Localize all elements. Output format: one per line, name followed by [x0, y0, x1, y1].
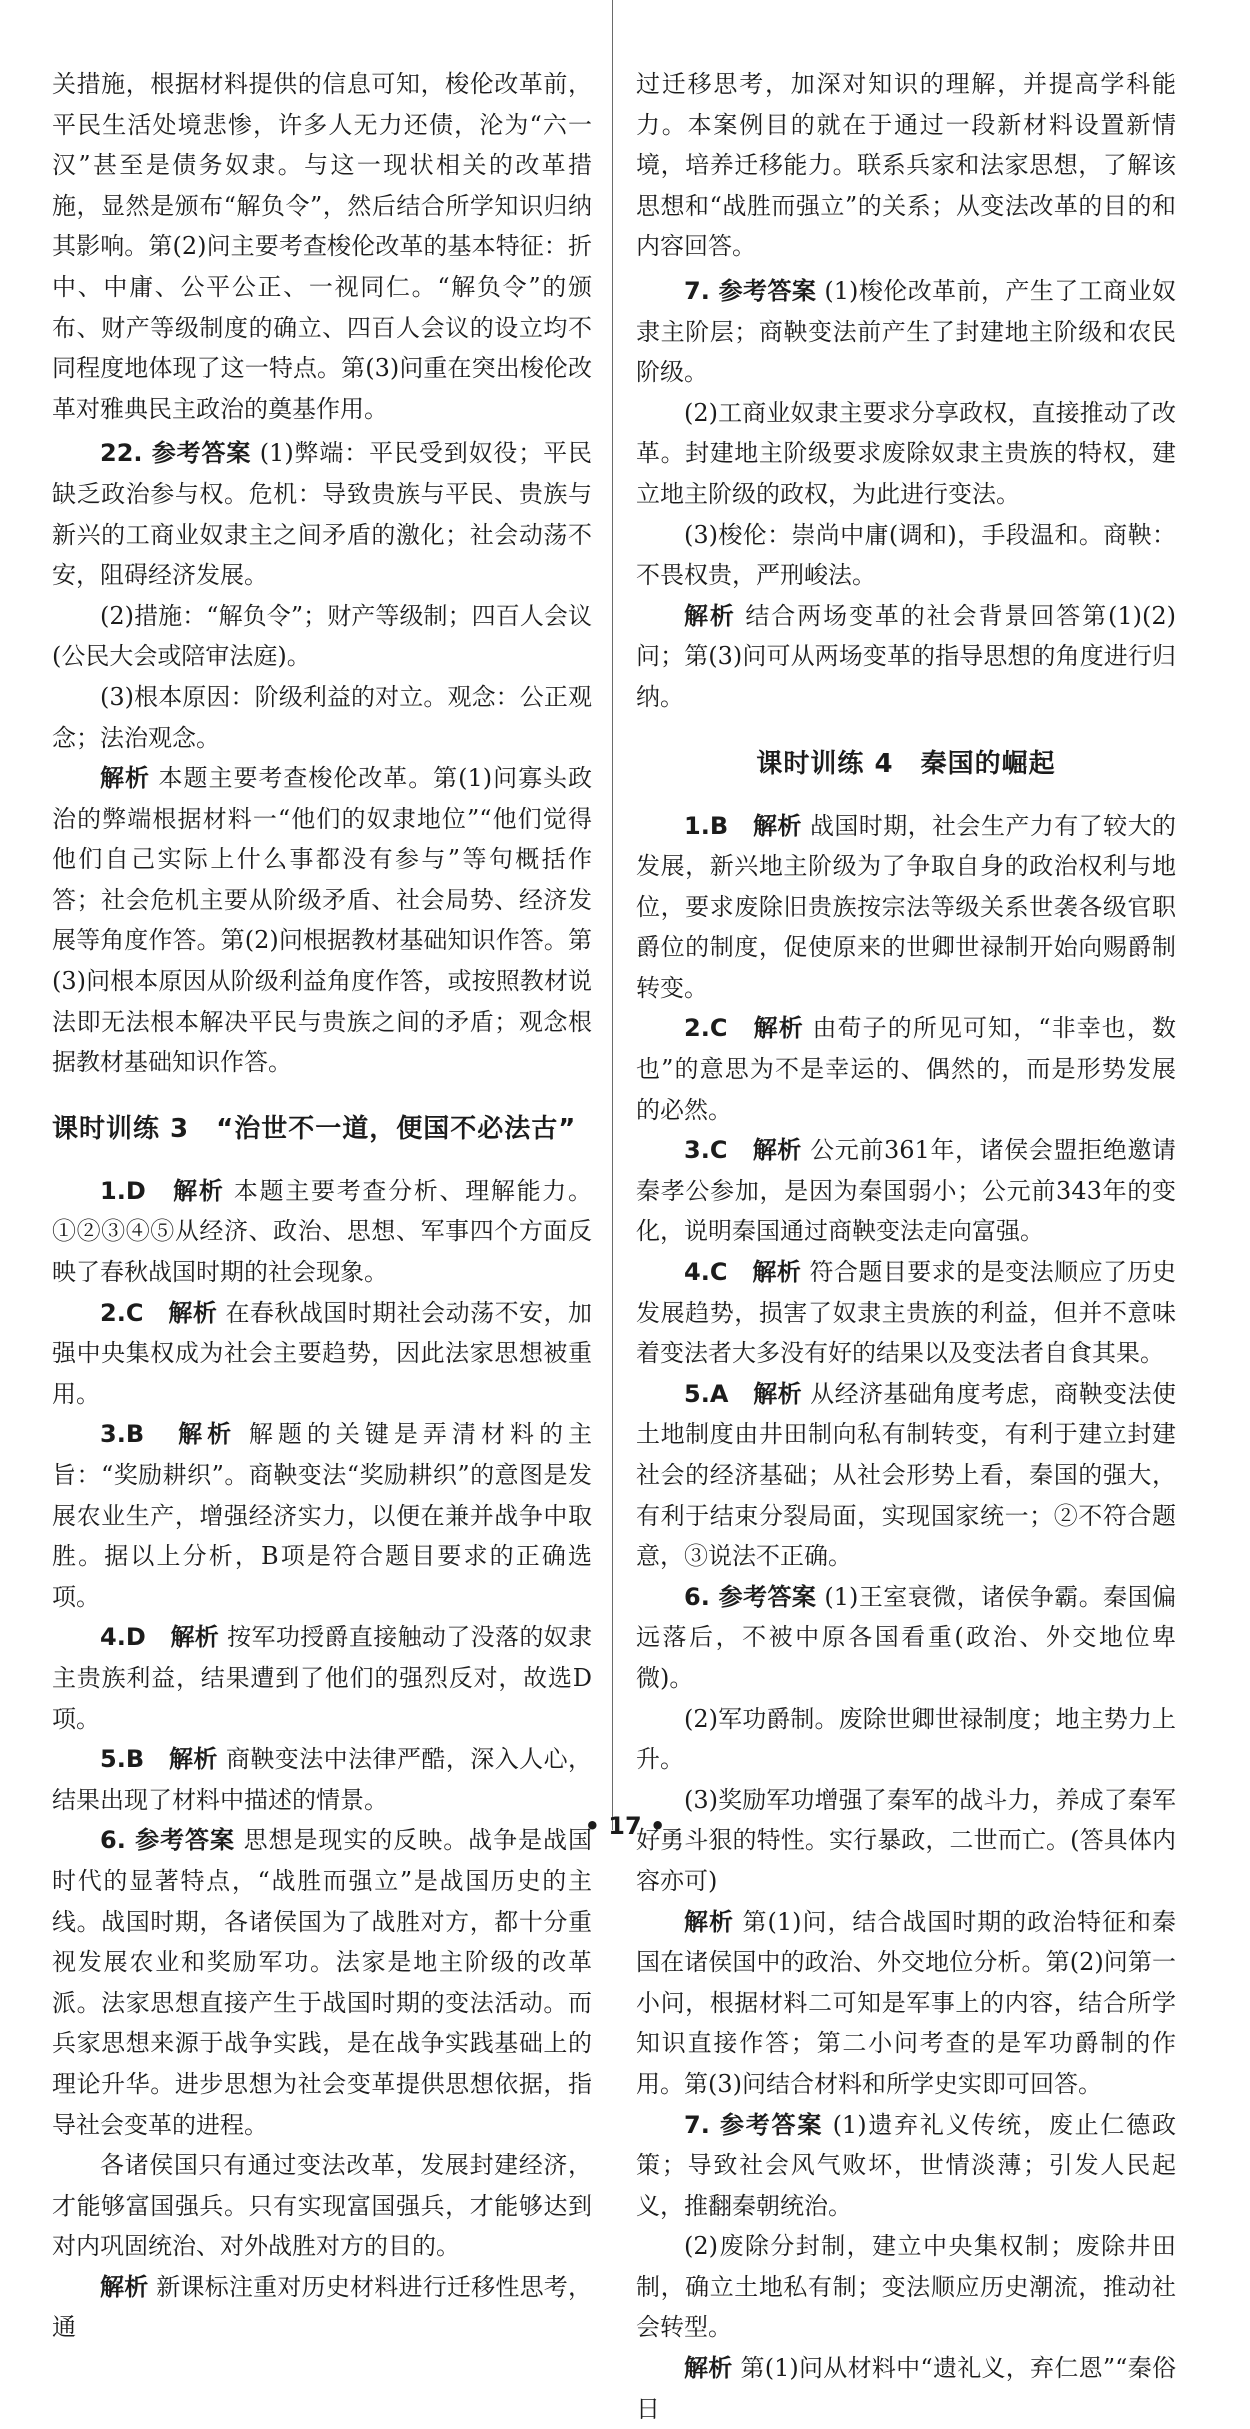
analysis-text: 在春秋战国时期社会动荡不安，加强中央集权成为社会主要趋势，因此法家思想被重用。 [52, 1298, 592, 1408]
answer-letter: C [709, 1258, 728, 1287]
answer-letter: D [125, 1176, 146, 1205]
analysis-text: 公元前361年，诸侯会盟拒绝邀请秦孝公参加，是因为秦国弱小；公元前343年的变化，说明秦国通过商鞅变法走向富强。 [636, 1136, 1176, 1246]
answer-letter: A [709, 1379, 729, 1408]
analysis-22 [52, 758, 592, 1083]
answer-text: (3)梭伦：崇尚中庸(调和)，手段温和。商鞅：不畏权贵，严刑峻法。 [636, 520, 1176, 590]
analysis-label: 解析 [178, 1420, 237, 1449]
answer-text: (2)军功爵制。废除世卿世禄制度；地主势力上升。 [636, 1704, 1176, 1774]
analysis-7 [636, 596, 1176, 718]
answer-text: (1)遗弃礼义传统，废止仁德政策；导致社会风气败坏，世情淡薄；引发人民起义，推翻秦朝统治。 [636, 2110, 1177, 2220]
right-column [636, 64, 1176, 2429]
analysis-text: 第(1)问从材料中“遗礼义，弃仁恩”“秦俗日 [636, 2354, 1176, 2423]
analysis-text: 由荀子的所见可知，“非幸也，数也”的意思为不是幸运的、偶然的，而是形势发展的必然。 [636, 1014, 1176, 1124]
answer-label: 参考答案 [718, 1582, 817, 1611]
analysis-label: 解析 [170, 1623, 220, 1652]
answer-text: (2)措施：“解负令”；财产等级制；四百人会议(公民大会或陪审法庭)。 [52, 601, 592, 671]
choice-answer-item [636, 1374, 1176, 1577]
column-divider [612, 0, 613, 1830]
answer-label: 参考答案 [151, 439, 252, 468]
analysis-7 [636, 2348, 1176, 2429]
answer-7 [636, 2105, 1176, 2227]
choice-answer-item [52, 1293, 592, 1415]
analysis-text: 解题的关键是弄清材料的主旨：“奖励耕织”。商鞅变法“奖励耕织”的意图是发展农业生产，增强经济实力，以便在兼并战争中取胜。据以上分析，B项是符合题目要求的正确选项。 [52, 1420, 593, 1611]
choice-answer-item [52, 1739, 592, 1820]
question-number: 3. [100, 1420, 126, 1449]
question-number: 22. [100, 439, 143, 468]
question-number: 6. [684, 1582, 710, 1611]
section-title: 课时训练 4 秦国的崛起 [756, 748, 1056, 779]
analysis-label: 解析 [684, 601, 736, 630]
analysis-label: 解析 [753, 1014, 804, 1043]
analysis-label: 解析 [684, 1907, 734, 1936]
answer-letter: B [125, 1745, 145, 1774]
analysis-text: 本题主要考查梭伦改革。第(1)问寡头政治的弊端根据材料一“他们的奴隶地位”“他们觉得他们自己实际上什么事都没有参与”等句概括作答；社会危机主要从阶级矛盾、社会局势、经济发展等角度作答。第(2)问根据教材基础知识作答。第(3)问根本原因从阶级利益角度作答，或按照教材说法即无法根本解决平民与贵族之间的矛盾；观念根据教材基础知识作答。 [52, 764, 593, 1077]
answer-letter: D [125, 1623, 146, 1652]
answer-text: (2)工商业奴隶主要求分享政权，直接推动了改革。封建地主阶级要求废除奴隶主贵族的特权，建立地主阶级的政权，为此进行变法。 [636, 398, 1176, 508]
question-number: 5. [684, 1379, 710, 1408]
question-number: 4. [100, 1623, 126, 1652]
question-number: 1. [100, 1176, 126, 1205]
answer-letter: C [709, 1014, 728, 1043]
analysis-label: 解析 [684, 2354, 733, 2383]
continued-paragraph: 过迁移思考，加深对知识的理解，并提高学科能力。本案例目的就在于通过一段新材料设置新情境，培养迁移能力。联系兵家和法家思想，了解该思想和“战胜而强立”的关系；从变法改革的目的和内容回答。 [636, 70, 1176, 261]
analysis-text: 战国时期，社会生产力有了较大的发展，新兴地主阶级为了争取自身的政治权利与地位，要求废除旧贵族按宗法等级关系世袭各级官职爵位的制度，促使原来的世卿世禄制开始向赐爵制转变。 [636, 811, 1177, 1002]
question-number: 1. [684, 811, 710, 840]
analysis-label: 解析 [753, 1379, 803, 1408]
analysis-text: 第(1)问，结合战国时期的政治特征和秦国在诸侯国中的政治、外交地位分析。第(2)问第一小问，根据材料二可知是军事上的内容，结合所学知识直接作答；第二小问考查的是军功爵制的作用。第(3)问结合材料和所学史实即可回答。 [636, 1907, 1177, 2098]
analysis-label: 解析 [168, 1298, 218, 1327]
analysis-label: 解析 [752, 1258, 802, 1287]
analysis-label: 解析 [173, 1176, 225, 1205]
choice-answer-item [52, 1171, 592, 1293]
answer-6 [636, 1577, 1176, 1699]
analysis-label: 解析 [752, 1136, 802, 1165]
analysis-text: 按军功授爵直接触动了没落的奴隶主贵族利益，结果遭到了他们的强烈反对，故选D项。 [52, 1623, 593, 1733]
question-number: 3. [684, 1136, 710, 1165]
answer-text: (2)废除分封制，建立中央集权制；废除井田制，确立土地私有制；变法顺应历史潮流，推动社会转型。 [636, 2232, 1176, 2342]
answer-text: 各诸侯国只有通过变法改革，发展封建经济，才能够富国强兵。只有实现富国强兵，才能够达到对内巩固统治、对外战胜对方的目的。 [52, 2151, 592, 2261]
analysis-label: 解析 [753, 811, 802, 840]
choice-answer-item [636, 1252, 1176, 1374]
answer-text: 思想是现实的反映。战争是战国时代的显著特点，“战胜而强立”是战国历史的主线。战国时期，各诸侯国为了战胜对方，都十分重视发展农业和奖励军功。法家是地主阶级的改革派。法家思想直接产生于战国时期的变法活动。而兵家思想来源于战争实践，是在战争实践基础上的理论升华。进步思想为社会变革提供思想依据，指导社会变革的进程。 [52, 1826, 592, 2139]
choice-answer-item [52, 1414, 592, 1617]
question-number: 6. [100, 1826, 126, 1855]
answer-label: 参考答案 [135, 1826, 235, 1855]
question-number: 2. [684, 1014, 710, 1043]
analysis-label: 解析 [169, 1745, 218, 1774]
answer-text: (3)根本原因：阶级利益的对立。观念：公正观念；法治观念。 [52, 682, 592, 752]
answer-text: (1)梭伦改革前，产生了工商业奴隶主阶层；商鞅变法前产生了封建地主阶级和农民阶级。 [636, 276, 1177, 387]
question-number: 4. [684, 1258, 710, 1287]
choice-answer-list [636, 806, 1176, 1577]
answer-label: 参考答案 [718, 276, 817, 305]
analysis-text: 从经济基础角度考虑，商鞅变法使土地制度由井田制向私有制转变，有利于建立封建社会的经济基础；从社会形势上看，秦国的强大，有利于结束分裂局面，实现国家统一；②不符合题意，③说法不正确。 [636, 1379, 1177, 1571]
choice-answer-item [636, 1008, 1176, 1130]
choice-answer-item [636, 806, 1176, 1009]
answer-text: (1)弊端：平民受到奴役；平民缺乏政治参与权。危机：导致贵族与平民、贵族与新兴的工商业奴隶主之间矛盾的激化；社会动荡不安，阻碍经济发展。 [52, 439, 593, 590]
question-number: 7. [684, 2110, 710, 2139]
analysis-text: 结合两场变革的社会背景回答第(1)(2)问；第(3)问可从两场变革的指导思想的角度进行归纳。 [636, 601, 1176, 711]
question-number: 2. [100, 1298, 126, 1327]
answer-text: (1)王室衰微，诸侯争霸。秦国偏远落后，不被中原各国看重(政治、外交地位卑微)。 [636, 1582, 1177, 1692]
analysis-label: 解析 [100, 2272, 149, 2301]
analysis-text: 新课标注重对历史材料进行迁移性思考，通 [52, 2272, 593, 2342]
page-number: • 17 • [584, 1812, 666, 1840]
analysis-text: 符合题目要求的是变法顺应了历史发展趋势，损害了奴隶主贵族的利益，但并不意味着变法者大多没有好的结果以及变法者自食其果。 [636, 1258, 1176, 1368]
answer-letter: B [709, 811, 729, 840]
choice-answer-item [52, 1617, 592, 1739]
choice-answer-item [636, 1130, 1176, 1252]
answer-text: (3)奖励军功增强了秦军的战斗力，养成了秦军好勇斗狠的特性。实行暴政，二世而亡。(答具体内容亦可) [636, 1785, 1176, 1895]
answer-letter: C [709, 1136, 728, 1165]
analysis-text: 商鞅变法中法律严酷，深入人心，结果出现了材料中描述的情景。 [52, 1745, 593, 1814]
answer-6 [52, 1820, 592, 2145]
continued-paragraph: 关措施，根据材料提供的信息可知，梭伦改革前，平民生活处境悲惨，许多人无力还债，沦为“六一汉”甚至是债务奴隶。与这一现状相关的改革措施，显然是颁布“解负令”，然后结合所学知识归纳其影响。第(2)问主要考查梭伦改革的基本特征：折中、中庸、公平公正、一视同仁。“解负令”的颁布、财产等级制度的确立、四百人会议的设立均不同程度地体现了这一特点。第(3)问重在突出梭伦改革对雅典民主政治的奠基作用。 [52, 70, 592, 423]
choice-answer-list [52, 1171, 592, 1821]
analysis-6 [636, 1902, 1176, 2105]
answer-label: 参考答案 [719, 2110, 824, 2139]
question-number: 5. [100, 1745, 126, 1774]
answer-letter: B [125, 1420, 145, 1449]
analysis-6 [52, 2267, 592, 2348]
analysis-label: 解析 [100, 764, 150, 793]
section-title: 课时训练 3 “治世不一道，便国不必法古” [52, 1113, 577, 1144]
answer-7 [636, 271, 1176, 393]
left-column [52, 64, 592, 2348]
answer-letter: C [125, 1298, 144, 1327]
question-number: 7. [684, 276, 710, 305]
analysis-text: 本题主要考查分析、理解能力。①②③④⑤从经济、政治、思想、军事四个方面反映了春秋战国时期的社会现象。 [52, 1176, 593, 1287]
answer-22 [52, 433, 592, 595]
